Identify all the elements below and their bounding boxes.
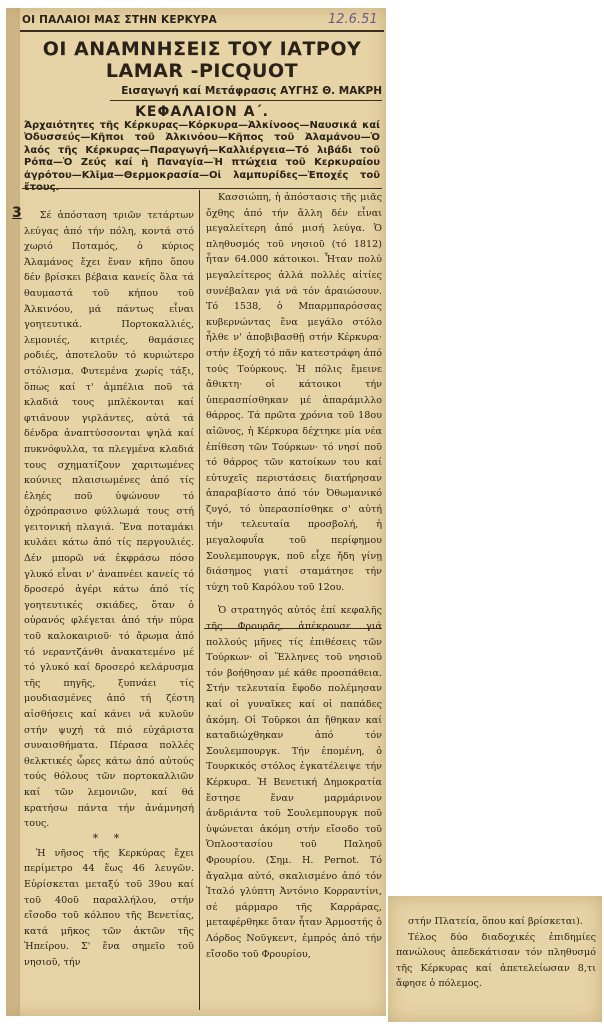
drop-number: 3 xyxy=(12,205,22,221)
series-label: ΟΙ ΠΑΛΑΙΟΙ ΜΑΣ ΣΤΗΝ ΚΕΡΚΥΡΑ xyxy=(22,14,217,26)
article-title-line1: ΟΙ ΑΝΑΜΝΗΣΕΙΣ ΤΟΥ ΙΑΤΡΟΥ xyxy=(42,38,362,60)
section-break: * * xyxy=(92,831,126,845)
article-column-1 xyxy=(12,205,194,971)
article-column-2 xyxy=(206,190,382,962)
summary-rule xyxy=(22,188,382,189)
column-divider xyxy=(199,190,200,1010)
credit-rule xyxy=(110,100,382,101)
header-rule xyxy=(20,30,384,32)
article-title-line2: LAMAR -PICQUOT xyxy=(105,60,299,82)
col2-paragraph-2: Ὁ στρατηγός αὐτός ἐπί κεφαλῆς τῆς Φρουρᾶς, ἀπέκρουσε γιά πολλούς μῆνες τίς ἐπιθέσεις τῶν Τούρκων· οἱ Ἕλληνες τοῦ νησιοῦ τόν βοήθησαν μέ κάθε προσπάθεια. Στήν τελευταία ἔφοδο πολέμησαν καί οἱ γυναῖκες καί οἱ παπάδες ἀκόμη. Οἱ Τοῦρκοι ἀπ ἤθηκαν καί καταδιώχθηκαν ἀπό τόν Σουλεμπουργκ. Τήν ἐπομένη, ὁ Τουρκικός στόλος ἐγκατέλειψε τήν Κέρκυρα. Ἡ Βενετική Δημοκρατία ἔστησε ἕναν μαρμάρινον ἀνδριάντα τοῦ Σουλεμπουργκ ποῦ ὑψώνεται ἀκόμη στήν εἴσοδο τοῦ Ὁπλοστασίου τοῦ Παληοῦ Φρουρίου. (Σημ. Η. Pernot. Τό ἄγαλμα αὐτό, σκαλισμένο ἀπό τόν Ἰταλό γλύπτη Ἀντόνιο Κορραντίνι, σέ μάρμαρο τῆς Καρράρας, μεταφέρθηκε ὅταν ἦταν Ἁρμοστής ὁ Λόρδος Νοῦγκεντ, ἐμπρός ἀπό τήν εἴσοδο τοῦ Φρουρίου, xyxy=(206,605,382,960)
col2-paragraph-1: Κασσιώπη, ἡ ἀπόστασις τῆς μιᾶς ὄχθης ἀπό τήν ἄλλη δέν εἶναι μεγαλείτερη ἀπό μισή λεύγα. Ὁ πληθυσμός τοῦ νησιοῦ (τό 1812) ἦταν 64.000 κάτοικοι. Ἦταν πολύ μεγαλείτερος ἀλλά πολλές αἰτίες συνέβαλαν γιά νά τόν ἀραιώσουν. Τό 1538, ὁ Μπαρμπαρόσσας κυβερνώντας ἕνα μεγάλο στόλο ἦλθε ν' ἀποβιβασθῇ στήν Κέρκυρα· στήν ἐξοχή τό πᾶν κατεστράφη ἀπό τούς Τούρκους. Ἡ πόλις ἔμεινε ἄθικτη· οἱ κάτοικοι τήν ὑπερασπίσθηκαν μέ ἀπαράμιλλο θάρρος. Τά πρῶτα χρόνια τοῦ 18ου αἰῶνος, ἡ Κέρκυρα δέχτηκε μία νέα ἐπίθεση τῶν Τούρκων· τό νησί ποῦ τό θάρρος τῶν κατοίκων του καί εὐτυχεῖς περιστάσεις διατήρησαν ἀπαραβίαστο ἀπό τόν Ὀθωμανικό ζυγό, τό ὑπερασπίσθηκε σ' αὐτή τήν τελευταία προσβολή, ἡ μεγαλοφυΐα τοῦ περίφημου Σουλεμπουργκ, ποῦ εἶχε ἤδη γίνῃ διάσημος γιατί σταμάτησε τήν τύχη τοῦ Καρόλου τοῦ 12ου. xyxy=(206,192,382,593)
clipping-torn-edge xyxy=(6,8,20,1016)
intro-credit: Εισαγωγή καί Μετάφρασις ΑΥΓΗΣ Θ. ΜΑΚΡΗ xyxy=(121,85,382,97)
col3-paragraph-2: Τέλος δύο διαδοχικές ἐπιδημίες πανώλους ἀπεδεκάτισαν τόν πληθυσμό τῆς Κέρκυρας καί ἀπετελείωσαν 8,τι ἄφησε ὁ πόλεμος. xyxy=(396,931,596,990)
handwritten-date: 12.6.51 xyxy=(328,12,378,27)
col1-paragraph-2: Ἡ νῆσος τῆς Κερκύρας ἔχει περίμετρο 44 ἕως 46 λευγῶν. Εὑρίσκεται μεταξύ τοῦ 39ου καί τοῦ 40οῦ παραλλήλου, στήν εἴσοδο τοῦ κόλπου τῆς Βενετίας, κατά μῆκος τῶν ἀκτῶν τῆς Ἠπείρου. Σ' ἕνα σημεῖο τοῦ νησιοῦ, τήν xyxy=(24,847,194,968)
col3-paragraph-1: στήν Πλατεία, ὅπου καί βρίσκεται). xyxy=(408,916,583,927)
col1-paragraph-1: Σέ ἀπόσταση τριῶν τετάρτων λεύγας ἀπό τήν πόλη, κοντά στό χωριό Ποταμός, ὁ κύριος Ἀλαμάνος ἔχει ἕναν κῆπο ὅπου δέν βρίσκει βέβαια κανείς ὅλα τά θαυμαστά τοῦ κήπου τοῦ Ἀλκινόου, μά πάντως εἶναι γοητευτικά. Πορτοκαλλιές, λεμονιές, κιτριές, θαμάσιες ροδιές, ἀποτελοῦν τό κυριώτερο στόλισμα. Φυτεμένα χωρίς τάξι, ὅπως καί τ' ἀμπέλια ποῦ τά κλαδιά τους μπλέκονται καί φτιάνουν γιρλάντες, αὐτά τά δένδρα ἀναπτύσσονται ψηλά καί πυκνόφυλλα, τα πλεγμένα κλαδιά τους σχηματίζουν χαριτωμένες κούνιες πλαισιωμένες ἀπό τίς ἐληές ποῦ ὑψώνουν τό ὀχρόπρασινο φύλλωμά τους στή γειτονική πλαγιά. Ἕνα ποταμάκι κυλάει κάτω ἀπό τίς περγουλιές. Δέν μπορῶ νά ἐκφράσω πόσο γλυκό εἶναι ν' ἀναπνέει κανείς τό δροσερό ἀγέρι κάτω ἀπό τίς γοητευτικές σκιάδες, ὅταν ὁ οὐρανός φλέγεται ἀπό τήν πύρα τοῦ καλοκαιριοῦ· τό ἄρωμα ἀπό τό νεραντζάνθι ἀνακατεμένο μέ τό γλυκό καί δροσερό κελάρυσμα τῆς πηγῆς, ξυπνάει τίς μουδιασμένες ἀπό τή ζέστη αἰσθήσεις καί κάνει νά κυλοῦν στήν ψυχή τά πιό εὐχάριστα συναισθήματα. Πέρασα πολλές θελκτικές ὧρες κάτω ἀπό αὐτούς τούς θόλους τῶν πορτοκαλλιῶν καί τῶν λεμονιῶν, καί θά κρατήσω πάντα τήν ἀνάμνησή τους. xyxy=(24,210,194,830)
chapter-summary: Άρχαιότητες τῆς Κέρκυρας—Κόρκυρα—Ἀλκίνοος—Ναυσικά καί Ὀδυσσεύς—Κῆποι τοῦ Ἀλκινόου—Κῆπος τοῦ Ἀλαμάνου—Ὁ λαός τῆς Κέρκυρας—Παραγωγή—Καλλιέργεια—Τό λιβάδι τοῦ Ρόπα—Ὁ Ζεύς καί ἡ Παναγία—Ἡ πτώχεια τοῦ Κερκυραίου ἀγρότου—Κλῖμα—Θερμοκρασία—Οἱ λαμπυρίδες—Ἐποχές τοῦ xyxy=(24,120,380,181)
article-column-3 xyxy=(396,914,596,992)
chapter-heading: ΚΕΦΑΛΑΙΟΝ Α΄. xyxy=(135,104,269,120)
